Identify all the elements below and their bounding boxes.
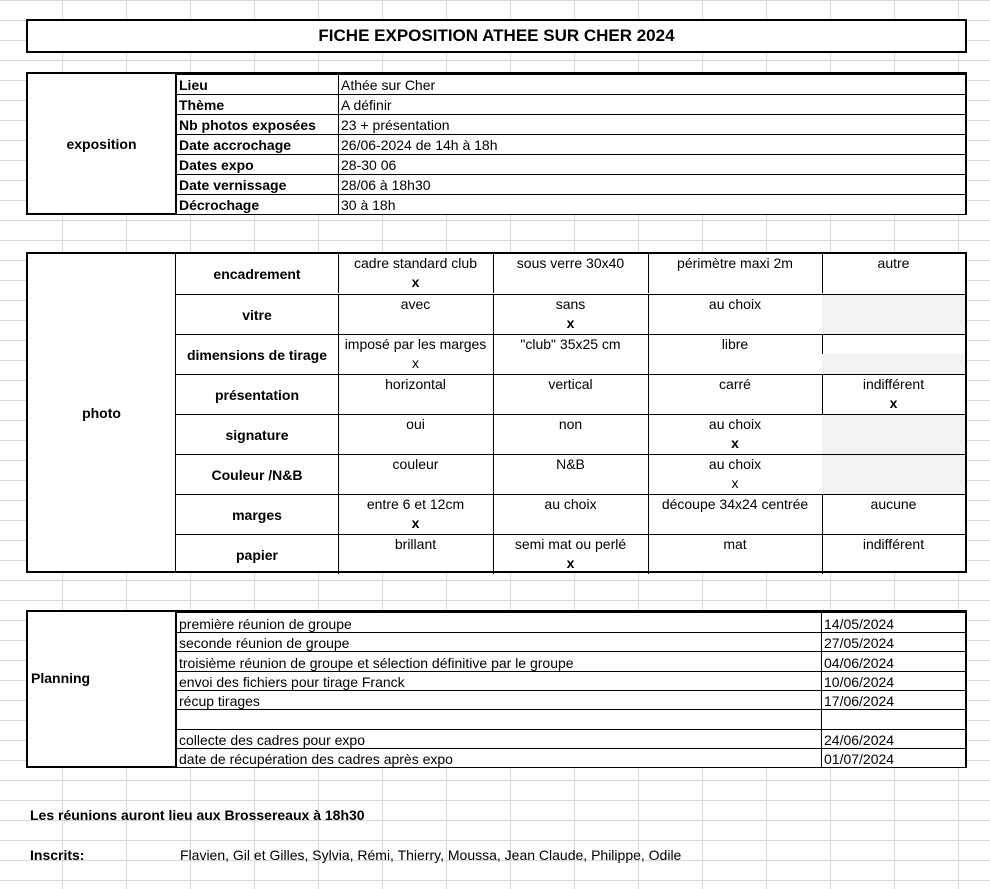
photo-option-label: cadre standard club <box>354 255 477 271</box>
photo-option-cell[interactable] <box>648 495 823 534</box>
exposition-field-value[interactable]: 23 + présentation <box>339 115 966 135</box>
photo-option-label: avec <box>400 296 431 312</box>
photo-option-label: non <box>558 416 583 432</box>
photo-option-cell[interactable] <box>338 455 494 494</box>
photo-option-cell[interactable] <box>648 254 823 293</box>
photo-option-cell[interactable] <box>338 335 494 374</box>
selection-mark: x <box>411 274 420 290</box>
meeting-note: Les réunions auront lieu aux Brossereaux à 18h30 <box>30 807 365 823</box>
exposition-field-label: Date vernissage <box>177 175 339 195</box>
photo-row <box>176 294 967 334</box>
exposition-row <box>177 95 966 115</box>
photo-option-label: périmètre maxi 2m <box>677 255 793 271</box>
photo-option-cell[interactable] <box>493 335 649 374</box>
planning-date[interactable]: 10/06/2024 <box>822 672 966 691</box>
photo-option-cell[interactable] <box>822 295 965 334</box>
selection-mark: x <box>731 435 739 451</box>
exposition-field-value[interactable]: 30 à 18h <box>339 195 966 215</box>
exposition-row <box>177 155 966 175</box>
photo-option-label: aucune <box>870 496 917 512</box>
photo-option-cell[interactable] <box>822 455 965 494</box>
photo-option-cell[interactable] <box>493 254 649 293</box>
planning-section-label: Planning <box>28 612 176 766</box>
planning-task[interactable]: envoi des fichiers pour tirage Franck <box>177 672 822 691</box>
inscrits-value: Flavien, Gil et Gilles, Sylvia, Rémi, Thierry, Moussa, Jean Claude, Philippe, Odile <box>180 847 682 863</box>
exposition-row <box>177 135 966 155</box>
planning-date[interactable]: 24/06/2024 <box>822 730 966 749</box>
shaded-cell <box>822 354 965 374</box>
photo-option-cell[interactable] <box>493 415 649 454</box>
photo-category-label: dimensions de tirage <box>176 335 339 374</box>
photo-option-label: oui <box>406 416 425 432</box>
photo-option-label: imposé par les marges <box>344 336 487 352</box>
photo-option-cell[interactable] <box>338 254 494 293</box>
exposition-field-label: Décrochage <box>177 195 339 215</box>
photo-category-label: marges <box>176 495 339 534</box>
exposition-field-value[interactable]: 26/06-2024 de 14h à 18h <box>339 135 966 155</box>
photo-category-label: Couleur /N&B <box>176 455 339 494</box>
photo-option-label: libre <box>721 336 749 352</box>
exposition-row <box>177 115 966 135</box>
planning-row <box>177 730 966 749</box>
photo-category-label: présentation <box>176 375 339 414</box>
planning-date[interactable]: 01/07/2024 <box>822 749 966 768</box>
exposition-field-label: Date accrochage <box>177 135 339 155</box>
planning-row <box>177 710 966 730</box>
planning-task[interactable]: seconde réunion de groupe <box>177 633 822 652</box>
shaded-cell <box>822 455 965 494</box>
photo-options-grid <box>0 254 990 572</box>
photo-option-cell[interactable] <box>648 335 823 374</box>
photo-option-cell[interactable] <box>493 295 649 334</box>
selection-mark: x <box>889 395 898 411</box>
planning-task[interactable] <box>177 710 822 730</box>
exposition-field-value[interactable]: 28/06 à 18h30 <box>339 175 966 195</box>
planning-row <box>177 633 966 652</box>
page-title: FICHE EXPOSITION ATHEE SUR CHER 2024 <box>26 19 967 53</box>
photo-option-cell[interactable] <box>338 535 494 574</box>
planning-date[interactable]: 04/06/2024 <box>822 652 966 672</box>
photo-option-label: carré <box>719 376 751 392</box>
photo-option-label: semi mat ou perlé <box>514 536 627 552</box>
planning-task[interactable]: troisième réunion de groupe et sélection définitive par le groupe <box>177 652 822 672</box>
photo-option-label: vertical <box>548 376 593 392</box>
photo-option-label: horizontal <box>385 376 446 392</box>
photo-row <box>176 454 967 494</box>
planning-task[interactable]: récup tirages <box>177 691 822 710</box>
photo-option-label: autre <box>877 255 910 271</box>
planning-date[interactable]: 17/06/2024 <box>822 691 966 710</box>
planning-row <box>177 672 966 691</box>
planning-table <box>176 612 966 768</box>
photo-row <box>176 254 967 294</box>
photo-category-label: signature <box>176 415 339 454</box>
photo-option-label: N&B <box>556 456 585 472</box>
exposition-field-label: Nb photos exposées <box>177 115 339 135</box>
selection-mark: x <box>411 515 420 531</box>
planning-row <box>177 691 966 710</box>
exposition-row <box>177 175 966 195</box>
exposition-field-value[interactable]: Athée sur Cher <box>339 75 966 95</box>
photo-category-label: encadrement <box>176 254 339 293</box>
photo-option-label: sans <box>555 296 586 312</box>
planning-task[interactable]: première réunion de groupe <box>177 613 822 633</box>
photo-option-label: indifférent <box>862 376 925 392</box>
photo-option-cell[interactable] <box>493 495 649 534</box>
selection-mark: x <box>566 315 575 331</box>
photo-option-label: sous verre 30x40 <box>516 255 625 271</box>
photo-option-cell[interactable] <box>493 455 649 494</box>
photo-option-cell[interactable] <box>338 375 494 414</box>
photo-section-label: photo <box>28 254 176 571</box>
exposition-field-value[interactable]: 28-30 06 <box>339 155 966 175</box>
photo-option-cell[interactable] <box>648 535 823 574</box>
photo-option-cell[interactable] <box>822 495 965 534</box>
photo-option-label: au choix <box>544 496 597 512</box>
exposition-row <box>177 195 966 215</box>
photo-option-label: mat <box>723 536 747 552</box>
photo-option-label: entre 6 et 12cm <box>366 496 465 512</box>
photo-category-label: vitre <box>176 295 339 334</box>
exposition-field-label: Lieu <box>177 75 339 95</box>
photo-option-cell[interactable] <box>648 375 823 414</box>
photo-option-label: indifférent <box>862 536 925 552</box>
photo-option-cell[interactable] <box>822 254 965 293</box>
photo-option-label: au choix <box>708 296 762 312</box>
photo-option-cell[interactable] <box>648 455 823 494</box>
planning-date[interactable]: 27/05/2024 <box>822 633 966 652</box>
planning-date[interactable]: 14/05/2024 <box>822 613 966 633</box>
photo-option-cell[interactable] <box>822 375 965 414</box>
photo-option-label: brillant <box>394 536 437 552</box>
photo-row <box>176 414 967 454</box>
photo-option-label: "club" 35x25 cm <box>520 336 621 352</box>
selection-mark: x <box>731 475 739 491</box>
selection-mark: x <box>412 355 419 371</box>
exposition-row <box>177 75 966 95</box>
planning-row <box>177 613 966 633</box>
photo-option-cell[interactable] <box>648 415 823 454</box>
inscrits-label: Inscrits: <box>30 847 85 863</box>
photo-option-cell[interactable] <box>338 295 494 334</box>
photo-category-label: papier <box>176 535 339 574</box>
photo-option-label: couleur <box>392 456 439 472</box>
photo-option-label: au choix <box>708 416 762 432</box>
photo-option-label: découpe 34x24 centrée <box>661 496 809 512</box>
exposition-field-value[interactable]: A définir <box>339 95 966 115</box>
exposition-table <box>176 74 966 215</box>
selection-mark: x <box>566 555 575 571</box>
exposition-field-label: Thème <box>177 95 339 115</box>
photo-option-cell[interactable] <box>338 495 494 534</box>
photo-option-cell[interactable] <box>822 535 965 574</box>
photo-row <box>176 334 967 374</box>
planning-task[interactable]: date de récupération des cadres après expo <box>177 749 822 768</box>
photo-option-cell[interactable] <box>648 295 823 334</box>
photo-option-cell[interactable] <box>822 415 965 454</box>
exposition-section-label: exposition <box>28 74 176 213</box>
planning-row <box>177 652 966 672</box>
photo-option-label: au choix <box>708 456 762 472</box>
photo-option-cell[interactable] <box>493 375 649 414</box>
photo-row <box>176 374 967 414</box>
photo-option-cell[interactable] <box>338 415 494 454</box>
shaded-cell <box>822 295 965 334</box>
planning-task[interactable]: collecte des cadres pour expo <box>177 730 822 749</box>
shaded-cell <box>822 415 965 454</box>
photo-row <box>176 534 967 574</box>
planning-date[interactable] <box>822 710 966 730</box>
photo-row <box>176 494 967 534</box>
planning-row <box>177 749 966 768</box>
photo-option-cell[interactable] <box>493 535 649 574</box>
photo-option-cell[interactable] <box>822 335 965 374</box>
exposition-field-label: Dates expo <box>177 155 339 175</box>
